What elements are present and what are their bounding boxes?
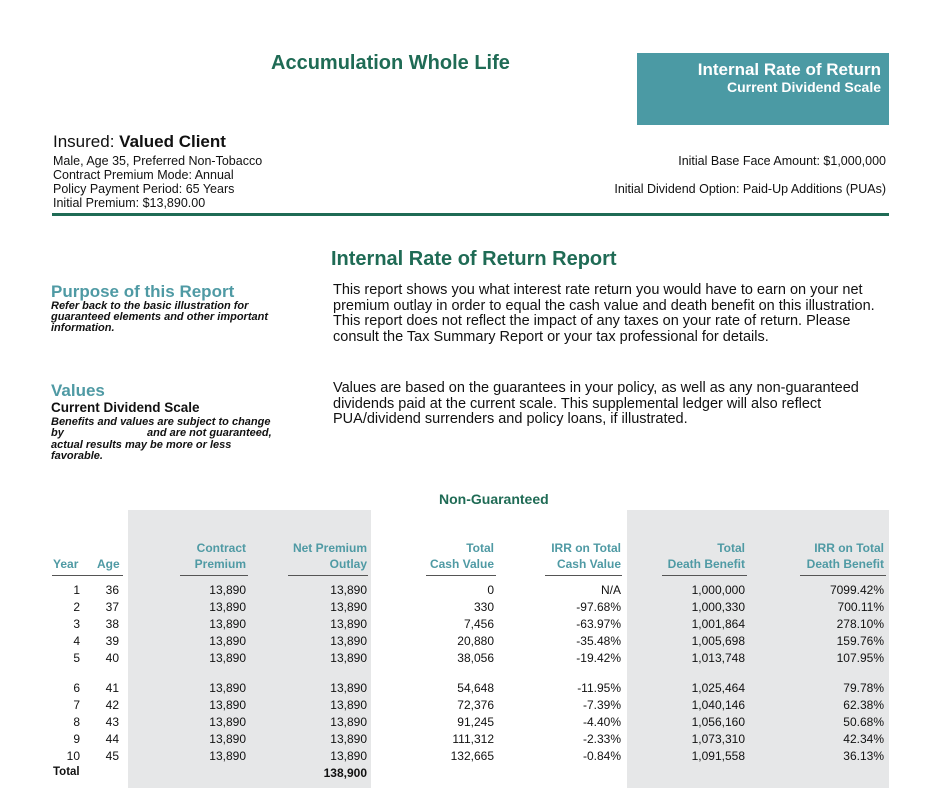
cell-age: 38 [105,617,119,631]
cell-contract-premium: 13,890 [209,617,246,631]
cell-year: 6 [73,681,80,695]
values-text: Values are based on the guarantees in your policy, as well as any non-guaranteed dividends paid at the current scale. This supplemental ledger will also reflect PUA/dividend surrenders and policy loans, if illustrated. [333,380,859,427]
total-label: Total [53,766,80,778]
cell-irr-death-benefit: 36.13% [843,749,884,763]
values-note: Benefits and values are subject to change [51,416,271,428]
cell-contract-premium: 13,890 [209,583,246,597]
values-subtitle: Current Dividend Scale [51,400,200,415]
cell-irr-death-benefit: 700.11% [837,600,884,614]
cell-irr-cash-value: -63.97% [576,617,621,631]
cell-age: 39 [105,634,119,648]
cell-net-premium-outlay: 13,890 [330,732,367,746]
cell-contract-premium: 13,890 [209,651,246,665]
insured-detail: Initial Premium: $13,890.00 [53,196,206,210]
cell-age: 42 [105,698,119,712]
face-amount: Initial Base Face Amount: $1,000,000 [678,154,886,168]
cell-net-premium-outlay: 13,890 [330,715,367,729]
cell-age: 45 [105,749,119,763]
cell-age: 43 [105,715,119,729]
cell-year: 7 [73,698,80,712]
cell-contract-premium: 13,890 [209,698,246,712]
header-contract-premium: Contract [196,541,246,555]
cell-total-cash-value: 330 [473,600,494,614]
cell-total-cash-value: 54,648 [457,681,494,695]
product-title: Accumulation Whole Life [271,52,510,74]
cell-irr-cash-value: -2.33% [582,732,621,746]
cell-irr-death-benefit: 278.10% [836,617,884,631]
cell-net-premium-outlay: 13,890 [330,600,367,614]
purpose-title: Purpose of this Report [51,282,235,301]
cell-total-death-benefit: 1,005,698 [691,634,745,648]
cell-net-premium-outlay: 13,890 [330,681,367,695]
cell-irr-cash-value: -97.68% [576,600,621,614]
cell-irr-death-benefit: 79.78% [843,681,884,695]
cell-net-premium-outlay: 13,890 [330,651,367,665]
cell-total-cash-value: 0 [487,583,494,597]
cell-year: 3 [73,617,80,631]
header-irr-cash-value: IRR on Total [551,541,621,555]
header-contract-premium: Premium [194,557,246,571]
cell-total-death-benefit: 1,000,330 [691,600,745,614]
cell-net-premium-outlay: 13,890 [330,749,367,763]
cell-total-death-benefit: 1,000,000 [691,583,745,597]
cell-total-cash-value: 91,245 [457,715,494,729]
cell-total-death-benefit: 1,013,748 [691,651,745,665]
non-guaranteed-label: Non-Guaranteed [439,491,549,507]
cell-net-premium-outlay: 13,890 [330,698,367,712]
report-title: Internal Rate of Return [697,60,881,79]
cell-contract-premium: 13,890 [209,600,246,614]
cell-total-cash-value: 111,312 [452,732,494,746]
cell-age: 41 [105,681,119,695]
header-total-death-benefit: Total [717,541,745,555]
cell-irr-cash-value: -0.84% [582,749,621,763]
cell-contract-premium: 13,890 [209,715,246,729]
header-irr-death-benefit: IRR on Total [814,541,884,555]
dividend-option: Initial Dividend Option: Paid-Up Additions (PUAs) [614,182,886,196]
cell-total-death-benefit: 1,073,310 [691,732,745,746]
total-net-premium-outlay: 138,900 [323,766,367,780]
cell-irr-cash-value: -19.42% [576,651,621,665]
cell-contract-premium: 13,890 [209,681,246,695]
purpose-text: This report shows you what interest rate return you would have to earn on your net premium outlay in order to equal the cash value and death benefit on this illustration. This report does not reflect the impact of any taxes on your rate of return. Please consult the Tax Summary Report or your tax professional for details. [333,282,875,345]
cell-net-premium-outlay: 13,890 [330,617,367,631]
cell-year: 5 [73,651,80,665]
cell-year: 2 [73,600,80,614]
values-note: by [51,427,64,439]
cell-total-death-benefit: 1,056,160 [691,715,745,729]
cell-contract-premium: 13,890 [209,634,246,648]
cell-total-cash-value: 7,456 [463,617,494,631]
cell-age: 44 [105,732,119,746]
cell-irr-death-benefit: 7099.42% [829,583,884,597]
cell-irr-cash-value: -35.48% [576,634,621,648]
cell-total-cash-value: 20,880 [457,634,494,648]
cell-irr-death-benefit: 42.34% [843,732,884,746]
values-title: Values [51,381,105,400]
header-year: Year [53,557,79,571]
cell-year: 8 [73,715,80,729]
cell-year: 9 [73,732,80,746]
cell-total-cash-value: 72,376 [457,698,494,712]
header-irr-death-benefit: Death Benefit [806,557,884,571]
values-note: actual results may be more or less favorable. [51,439,232,462]
cell-irr-cash-value: N/A [600,583,621,597]
cell-total-death-benefit: 1,091,558 [691,749,745,763]
cell-irr-cash-value: -7.39% [582,698,621,712]
cell-total-death-benefit: 1,040,146 [691,698,745,712]
cell-net-premium-outlay: 13,890 [330,583,367,597]
insured-name: Valued Client [119,132,226,151]
cell-contract-premium: 13,890 [209,749,246,763]
cell-year: 10 [66,749,80,763]
purpose-note: Refer back to the basic illustration for guaranteed elements and other important information. [51,300,268,334]
cell-total-cash-value: 38,056 [457,651,494,665]
header-total-death-benefit: Death Benefit [667,557,745,571]
cell-total-cash-value: 132,665 [450,749,494,763]
cell-age: 36 [105,583,119,597]
header-total-cash-value: Total [466,541,494,555]
cell-irr-death-benefit: 50.68% [843,715,884,729]
header-irr-cash-value: Cash Value [556,557,621,571]
insured-detail: Policy Payment Period: 65 Years [53,182,235,196]
cell-irr-death-benefit: 159.76% [836,634,884,648]
cell-year: 1 [73,583,80,597]
cell-irr-death-benefit: 62.38% [843,698,884,712]
report-heading: Internal Rate of Return Report [331,248,617,270]
insured-label: Insured: [53,132,115,151]
header-net-premium-outlay: Outlay [329,557,367,571]
insured-detail: Male, Age 35, Preferred Non-Tobacco [53,154,263,168]
header-net-premium-outlay: Net Premium [292,541,367,555]
cell-total-death-benefit: 1,001,864 [691,617,745,631]
cell-irr-death-benefit: 107.95% [836,651,884,665]
cell-irr-cash-value: -4.40% [582,715,621,729]
insured-detail: Contract Premium Mode: Annual [53,168,234,182]
header-total-cash-value: Cash Value [429,557,494,571]
cell-contract-premium: 13,890 [209,732,246,746]
cell-total-death-benefit: 1,025,464 [691,681,745,695]
cell-age: 40 [105,651,119,665]
values-note: and are not guaranteed, [147,427,272,439]
cell-net-premium-outlay: 13,890 [330,634,367,648]
cell-year: 4 [73,634,80,648]
report-subtitle: Current Dividend Scale [726,79,881,95]
cell-age: 37 [105,600,119,614]
cell-irr-cash-value: -11.95% [577,681,621,695]
header-age: Age [97,557,120,571]
